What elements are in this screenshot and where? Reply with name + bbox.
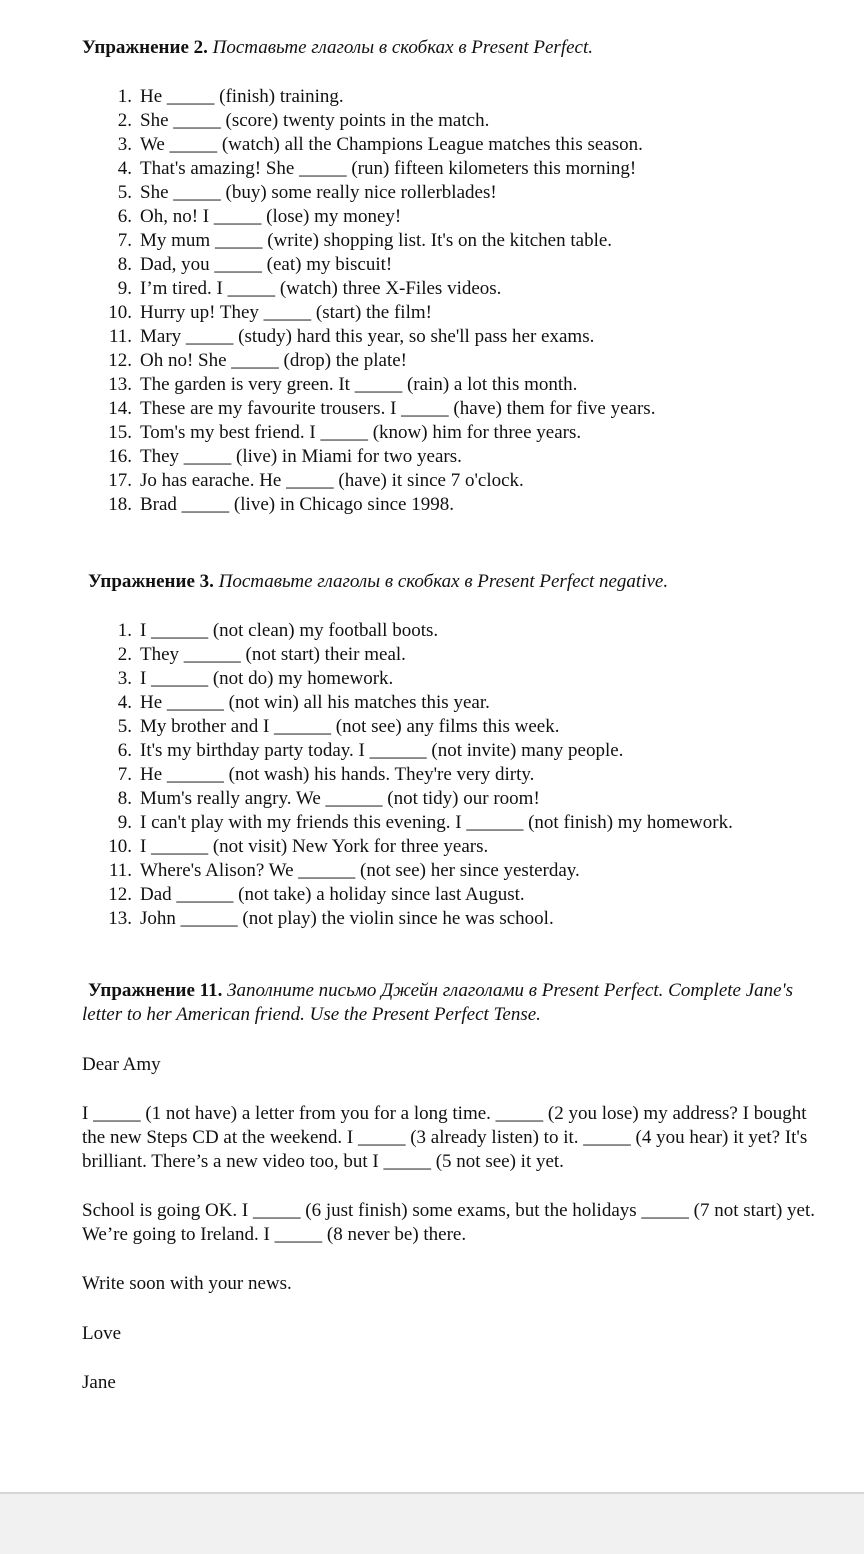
item-number: 9.: [117, 278, 132, 299]
letter-line: the new Steps CD at the weekend. I _____ (3 already listen) to it. _____ (4 you hear) it yet? It's: [82, 1127, 808, 1148]
exercise-item: [104, 301, 864, 325]
letter-greeting: [82, 1053, 161, 1077]
letter-signature: [82, 1371, 116, 1395]
item-number: 4.: [117, 692, 132, 713]
exercise-item: [104, 493, 864, 517]
exercise-item: [104, 133, 864, 157]
signature-text: Jane: [82, 1372, 116, 1393]
item-number: 13.: [108, 908, 132, 929]
exercise-item: [104, 619, 864, 643]
item-text: My brother and I ______ (not see) any films this week.: [140, 716, 560, 737]
exercise-item: [104, 907, 864, 931]
item-number: 5.: [117, 182, 132, 203]
item-text: Brad _____ (live) in Chicago since 1998.: [140, 494, 454, 515]
item-number: 6.: [117, 740, 132, 761]
item-text: Tom's my best friend. I _____ (know) him for three years.: [140, 422, 582, 443]
exercise-item: [104, 157, 864, 181]
item-number: 11.: [108, 860, 132, 881]
letter-closing: [82, 1272, 292, 1296]
item-number: 12.: [108, 350, 132, 371]
exercise-item: [104, 883, 864, 907]
item-number: 4.: [117, 158, 132, 179]
exercise-item: [104, 349, 864, 373]
letter-sign-off: [82, 1322, 121, 1346]
item-text: John ______ (not play) the violin since he was school.: [140, 908, 554, 929]
item-text: Oh, no! I _____ (lose) my money!: [140, 206, 402, 227]
exercise-11-heading-cont: [82, 1003, 541, 1027]
exercise-item: [104, 445, 864, 469]
exercise-item: [104, 205, 864, 229]
item-text: Mum's really angry. We ______ (not tidy) our room!: [140, 788, 540, 809]
item-number: 2.: [117, 110, 132, 131]
item-text: I ______ (not clean) my football boots.: [140, 620, 439, 641]
item-text: He ______ (not wash) his hands. They're very dirty.: [140, 764, 535, 785]
item-number: 13.: [108, 374, 132, 395]
item-text: She _____ (score) twenty points in the match.: [140, 110, 490, 131]
item-number: 14.: [108, 398, 132, 419]
letter-line: I _____ (1 not have) a letter from you for a long time. _____ (2 you lose) my address? I bought: [82, 1103, 807, 1124]
item-number: 8.: [117, 788, 132, 809]
exercise-item: [104, 109, 864, 133]
item-text: We _____ (watch) all the Champions League matches this season.: [140, 134, 643, 155]
item-number: 8.: [117, 254, 132, 275]
item-text: The garden is very green. It _____ (rain) a lot this month.: [140, 374, 578, 395]
exercise-11-instruction-line-2: letter to her American friend. Use the Present Perfect Tense.: [82, 1004, 541, 1025]
greeting-text: Dear Amy: [82, 1054, 161, 1075]
item-number: 7.: [117, 230, 132, 251]
exercise-item: [104, 811, 864, 835]
letter-paragraph-1: [82, 1102, 807, 1174]
item-text: He ______ (not win) all his matches this year.: [140, 692, 490, 713]
item-number: 1.: [117, 620, 132, 641]
item-number: 3.: [117, 668, 132, 689]
exercise-item: [104, 325, 864, 349]
sign-off-text: Love: [82, 1323, 122, 1344]
item-number: 15.: [108, 422, 132, 443]
item-text: I’m tired. I _____ (watch) three X-Files videos.: [140, 278, 502, 299]
exercise-item: [104, 667, 864, 691]
item-text: He _____ (finish) training.: [140, 86, 344, 107]
exercise-item: [104, 763, 864, 787]
exercise-item: [104, 277, 864, 301]
exercise-item: [104, 739, 864, 763]
item-number: 17.: [108, 470, 132, 491]
item-number: 10.: [108, 836, 132, 857]
exercise-item: [104, 835, 864, 859]
item-text: Jo has earache. He _____ (have) it since 7 o'clock.: [140, 470, 524, 491]
item-text: Where's Alison? We ______ (not see) her since yesterday.: [140, 860, 580, 881]
item-text: These are my favourite trousers. I _____ (have) them for five years.: [140, 398, 656, 419]
exercise-11-instruction-line-1: Заполните письмо Джейн глаголами в Present Perfect. Complete Jane's: [227, 980, 794, 1001]
item-number: 7.: [117, 764, 132, 785]
exercise-item: [104, 373, 864, 397]
exercise-item: [104, 859, 864, 883]
exercise-3-heading: [88, 570, 668, 594]
item-text: Oh no! She _____ (drop) the plate!: [140, 350, 407, 371]
item-number: 5.: [117, 716, 132, 737]
exercise-item: [104, 181, 864, 205]
item-text: She _____ (buy) some really nice rollerblades!: [140, 182, 497, 203]
closing-text: Write soon with your news.: [82, 1273, 292, 1294]
exercise-3-title: Упражнение 3.: [88, 571, 214, 592]
exercise-item: [104, 715, 864, 739]
item-text: I ______ (not do) my homework.: [140, 668, 394, 689]
letter-paragraph-2: [82, 1199, 815, 1247]
letter-line: brilliant. There’s a new video too, but I _____ (5 not see) it yet.: [82, 1151, 564, 1172]
item-text: Dad ______ (not take) a holiday since last August.: [140, 884, 525, 905]
item-text: My mum _____ (write) shopping list. It's on the kitchen table.: [140, 230, 613, 251]
exercise-item: [104, 253, 864, 277]
exercise-item: [104, 229, 864, 253]
exercise-3-instruction: Поставьте глаголы в скобках в Present Perfect negative.: [218, 571, 669, 592]
item-text: Dad, you _____ (eat) my biscuit!: [140, 254, 393, 275]
exercise-item: [104, 397, 864, 421]
item-text: That's amazing! She _____ (run) fifteen kilometers this morning!: [140, 158, 637, 179]
item-number: 1.: [117, 86, 132, 107]
exercise-item: [104, 469, 864, 493]
exercise-item: [104, 421, 864, 445]
exercise-item: [104, 85, 864, 109]
item-text: They _____ (live) in Miami for two years.: [140, 446, 462, 467]
item-number: 9.: [117, 812, 132, 833]
exercise-2-list: [104, 85, 864, 517]
viewer-footer-bar: [0, 1492, 864, 1554]
exercise-11-heading: [88, 979, 793, 1003]
item-text: Hurry up! They _____ (start) the film!: [140, 302, 432, 323]
item-number: 16.: [108, 446, 132, 467]
letter-line: We’re going to Ireland. I _____ (8 never be) there.: [82, 1224, 467, 1245]
item-text: Mary _____ (study) hard this year, so she'll pass her exams.: [140, 326, 595, 347]
exercise-11-title: Упражнение 11.: [88, 980, 223, 1001]
exercise-item: [104, 691, 864, 715]
exercise-3-list: [104, 619, 864, 931]
exercise-2-heading: [82, 36, 593, 60]
item-number: 6.: [117, 206, 132, 227]
letter-line: School is going OK. I _____ (6 just finish) some exams, but the holidays _____ (7 not start) yet.: [82, 1200, 816, 1221]
exercise-item: [104, 787, 864, 811]
item-number: 11.: [108, 326, 132, 347]
item-text: I ______ (not visit) New York for three years.: [140, 836, 489, 857]
exercise-2-title: Упражнение 2.: [82, 37, 208, 58]
item-text: It's my birthday party today. I ______ (not invite) many people.: [140, 740, 624, 761]
exercise-2-instruction: Поставьте глаголы в скобках в Present Perfect.: [212, 37, 594, 58]
item-number: 18.: [108, 494, 132, 515]
item-number: 3.: [117, 134, 132, 155]
item-number: 12.: [108, 884, 132, 905]
item-text: I can't play with my friends this evening. I ______ (not finish) my homework.: [140, 812, 733, 833]
item-number: 2.: [117, 644, 132, 665]
exercise-item: [104, 643, 864, 667]
item-text: They ______ (not start) their meal.: [140, 644, 406, 665]
item-number: 10.: [108, 302, 132, 323]
